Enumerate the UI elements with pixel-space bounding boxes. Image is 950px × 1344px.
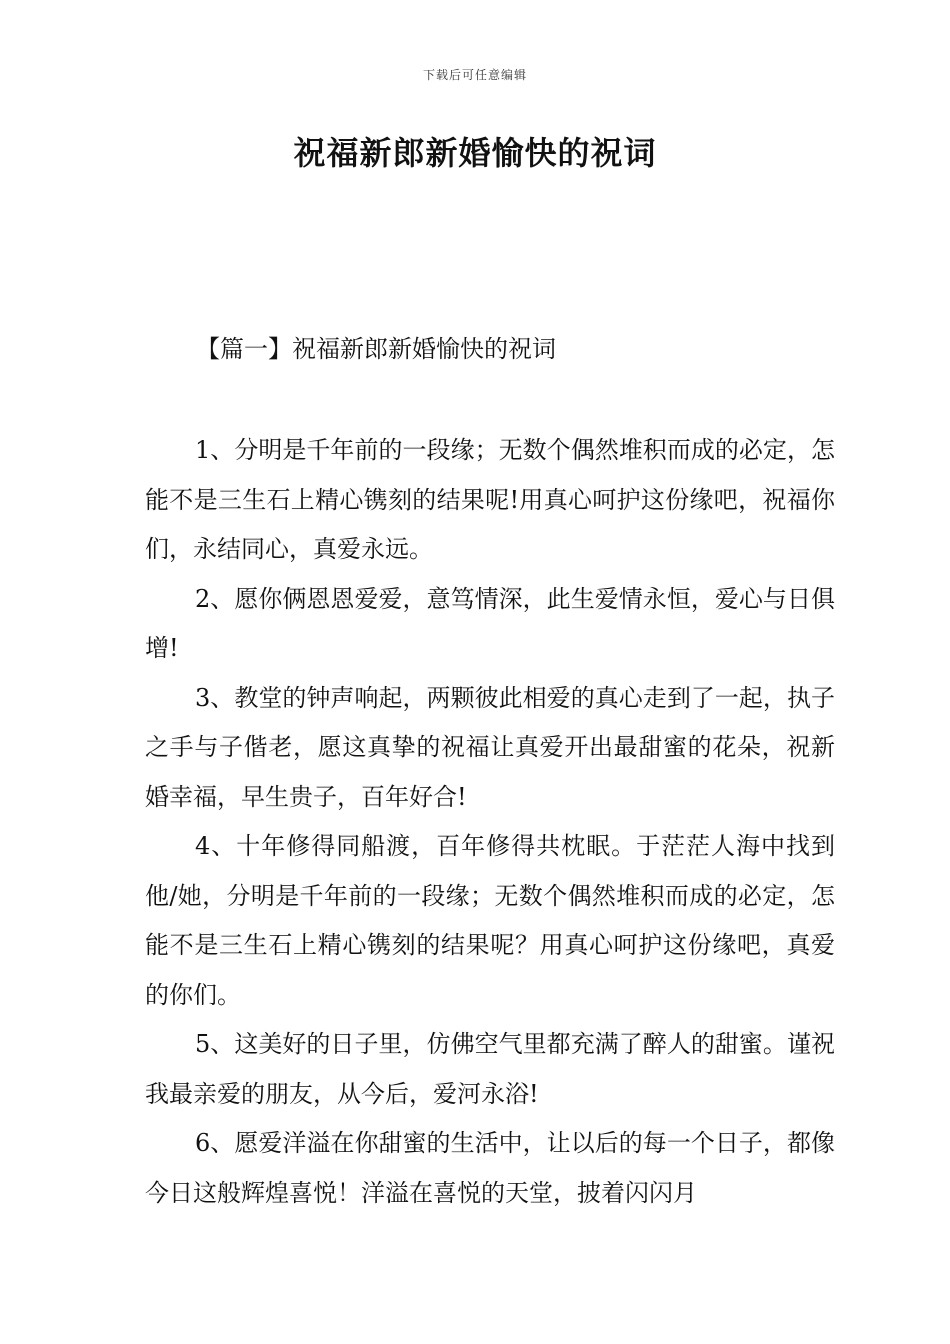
paragraph-1: 1、分明是千年前的一段缘；无数个偶然堆积而成的必定，怎能不是三生石上精心镌刻的结果呢!用真心呵护这份缘吧，祝福你们，永结同心，真爱永远。 <box>145 436 835 563</box>
section-heading: 【篇一】祝福新郎新婚愉快的祝词 <box>196 335 556 363</box>
paragraph-6: 6、愿爱洋溢在你甜蜜的生活中，让以后的每一个日子，都像今日这般辉煌喜悦！洋溢在喜悦的天堂，披着闪闪月 <box>145 1129 835 1207</box>
document-title: 祝福新郎新婚愉快的祝词 <box>293 134 657 172</box>
paragraph-2: 2、愿你俩恩恩爱爱，意笃情深，此生爱情永恒，爱心与日俱增! <box>145 584 835 662</box>
document-body <box>145 426 835 1218</box>
paragraph-5: 5、这美好的日子里，仿佛空气里都充满了醉人的甜蜜。谨祝我最亲爱的朋友，从今后，爱河永浴! <box>145 1030 835 1108</box>
header-note: 下载后可任意编辑 <box>422 68 527 82</box>
paragraph-3: 3、教堂的钟声响起，两颗彼此相爱的真心走到了一起，执子之手与子偕老，愿这真挚的祝福让真爱开出最甜蜜的花朵，祝新婚幸福，早生贵子，百年好合! <box>145 683 835 811</box>
paragraph-4: 4、十年修得同船渡，百年修得共枕眠。于茫茫人海中找到他/她，分明是千年前的一段缘；无数个偶然堆积而成的必定，怎能不是三生石上精心镌刻的结果呢？用真心呵护这份缘吧，真爱的你们。 <box>145 832 835 1009</box>
